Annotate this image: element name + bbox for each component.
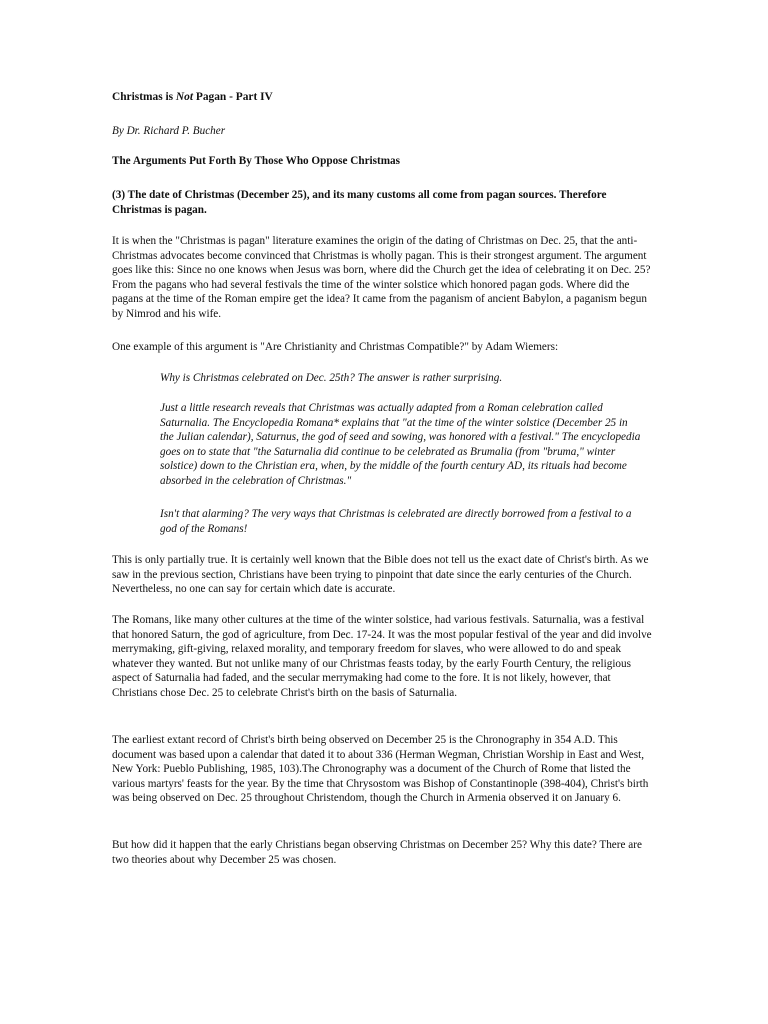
paragraph-example: One example of this argument is "Are Christianity and Christmas Compatible?" by Adam Wiemers: [112,341,559,353]
quote-question: Why is Christmas celebrated on Dec. 25th? The answer is rather surprising. [160,372,503,384]
quote-research: Just a little research reveals that Christmas was actually adapted from a Roman celebration called Saturnalia. The Encyclopedia Romana* explains that "at the time of the winter solstice (December 25 in the Julian calendar), Saturnus, the god of seed and sowing, was honored with a festival." The encyclopedia goes on to state that "the Saturnalia did continue to be celebrated as Brumalia (from "bruma," winter solstice) down to the Christian era, when, by the middle of the fourth century AD, its rituals had become absorbed in the celebration of Christmas." [160,402,641,487]
paragraph-intro: It is when the "Christmas is pagan" literature examines the origin of the dating of Christmas on Dec. 25, that the anti-Christmas advocates become convinced that Christmas is wholly pagan. This is their strongest argument. The argument goes like this: Since no one knows when Jesus was born, where did the Church get the idea of celebrating it on Dec. 25? From the pagans who had several festivals the time of the winter solstice which honored pagan gods. Where did the pagans at the time of the Roman empire get the idea? It came from the paganism of ancient Babylon, a paganism begun by Nimrod and his wife. [112,235,651,320]
title-prefix: Christmas is [112,91,176,103]
document-title [112,90,273,105]
paragraph-two-theories: But how did it happen that the early Christians began observing Christmas on December 25? Why this date? There are two theories about why December 25 was chosen. [112,839,642,866]
paragraph-partially-true: This is only partially true. It is certainly well known that the Bible does not tell us the exact date of Christ's birth. As we saw in the previous section, Christians have been trying to pinpoint that date since the early centuries of the Church. Nevertheless, no one can say for certain which date is accurate. [112,554,649,596]
section-subheading: The Arguments Put Forth By Those Who Oppose Christmas [112,155,401,167]
paragraph-chronography: The earliest extant record of Christ's birth being observed on December 25 is the Chronography in 354 A.D. This document was based upon a calendar that dated it to about 336 (Herman Wegman, Christian Worship in East and West, New York: Pueblo Publishing, 1985, 103).The Chronography was a document of the Church of Rome that listed the various martyrs' feasts for the year. By the time that Chrysostom was Bishop of Constantinople (398-404), Christ's birth was being observed on Dec. 25 throughout Christendom, though the Church in Armenia observed it on January 6. [112,734,649,805]
argument-claim: (3) The date of Christmas (December 25), and its many customs all come from pagan sources. Therefore Christmas is pagan. [112,189,607,216]
quote-alarming: Isn't that alarming? The very ways that Christmas is celebrated are directly borrowed from a festival to a god of the Romans! [160,508,632,535]
title-emphasis: Not [175,91,194,103]
paragraph-saturnalia: The Romans, like many other cultures at the time of the winter solstice, had various festivals. Saturnalia, was a festival that honored Saturn, the god of agriculture, from Dec. 17-24. It was the most popular festival of the year and did involve merrymaking, gift-giving, relaxed morality, and temporary freedom for slaves, who were allowed to do and speak whatever they wanted. But not unlike many of our Christmas feasts today, by the early Fourth Century, the religious aspect of Saturnalia had faded, and the secular merrymaking had come to the fore. It is not likely, however, that Christians chose Dec. 25 to celebrate Christ's birth on the basis of Saturnalia. [112,614,652,699]
author-byline: By Dr. Richard P. Bucher [112,125,226,137]
title-suffix: Pagan - Part IV [193,91,273,103]
